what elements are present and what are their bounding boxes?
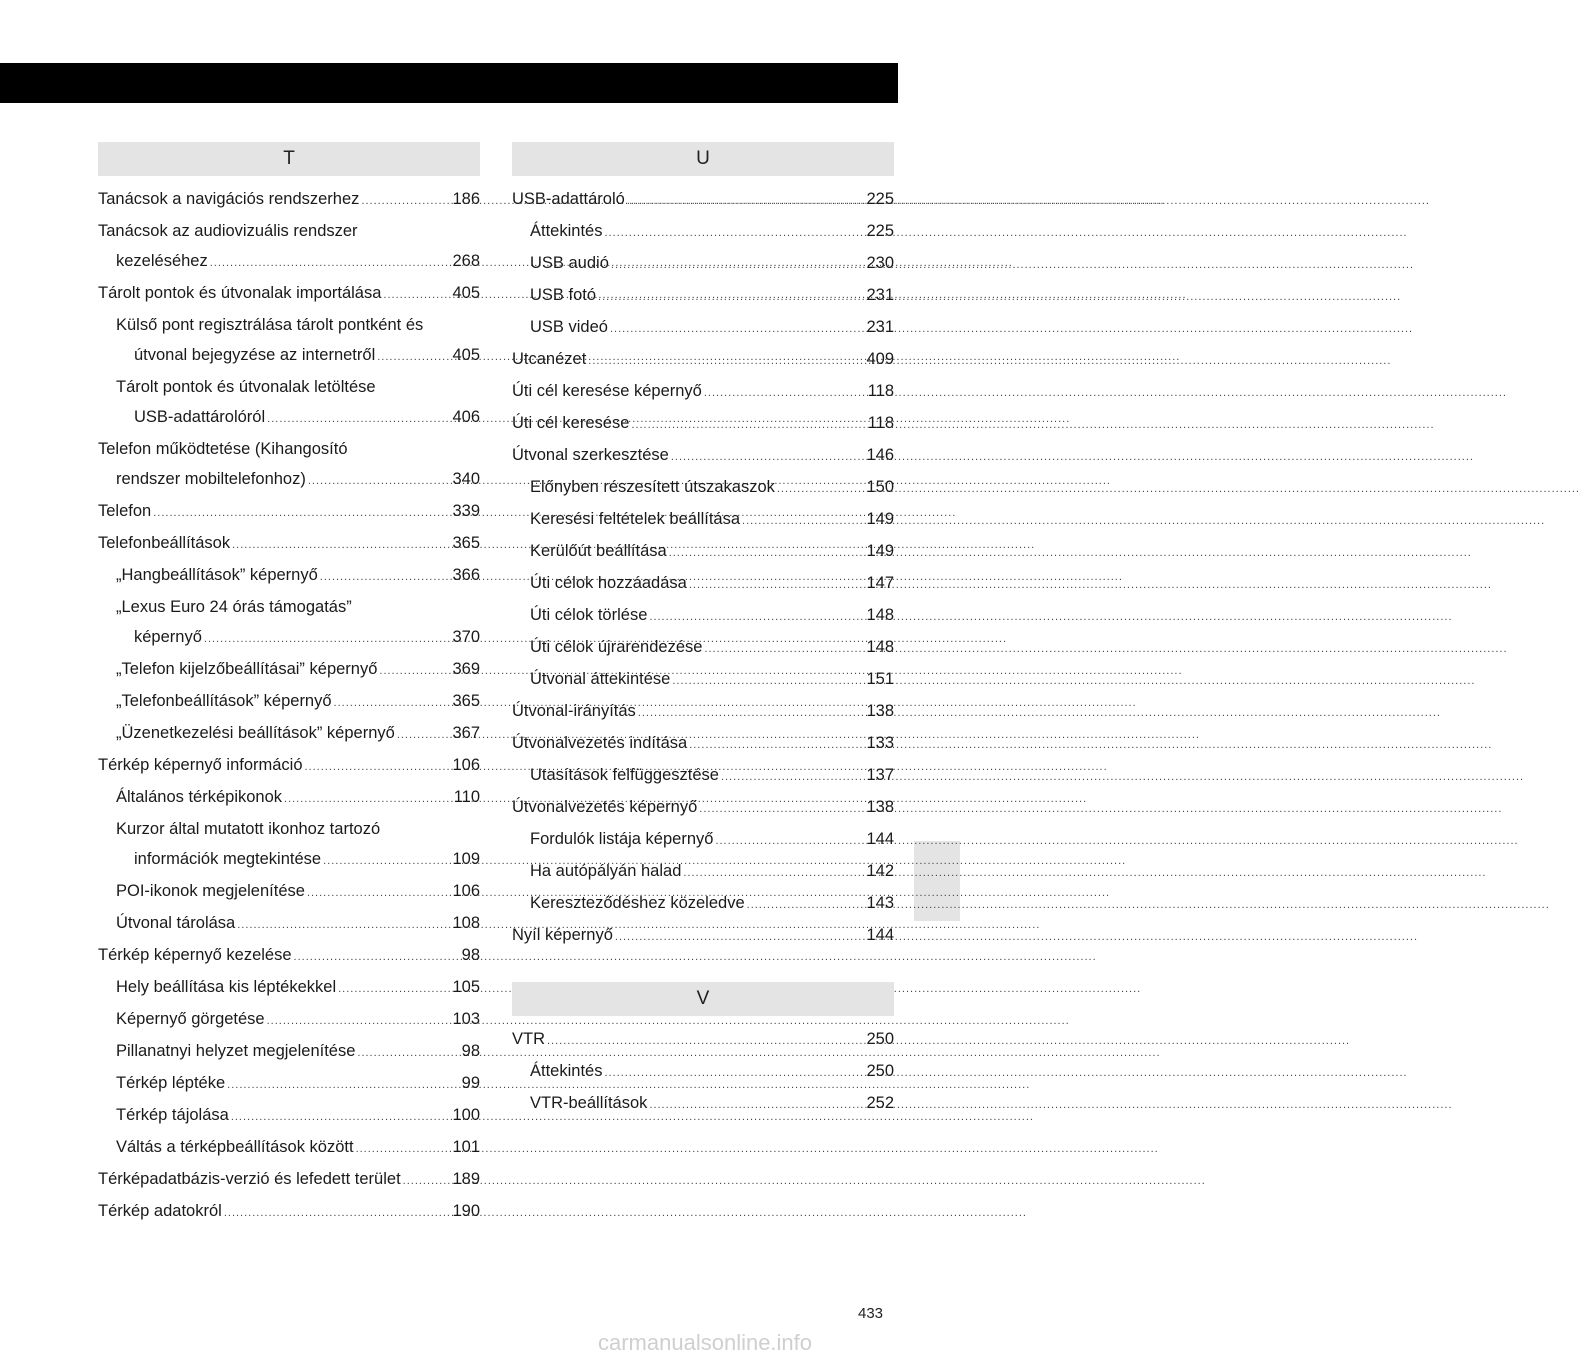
index-subentry bbox=[512, 600, 894, 632]
entry-text: Általános térképikonok bbox=[116, 788, 283, 806]
entry-last-line bbox=[98, 184, 480, 216]
index-entry bbox=[98, 216, 480, 278]
index-column-left bbox=[98, 142, 480, 1228]
dot-leader bbox=[715, 826, 864, 856]
dot-leader bbox=[777, 474, 865, 504]
index-entry bbox=[98, 278, 480, 310]
entry-last-line bbox=[98, 464, 480, 496]
page-reference: 365 bbox=[452, 692, 480, 710]
dot-leader bbox=[403, 1166, 451, 1196]
entry-text: POI-ikonok megjelenítése bbox=[116, 882, 305, 900]
page-number: 433 bbox=[858, 1305, 884, 1322]
dot-leader bbox=[323, 846, 450, 876]
entry-text: Fordulók listája képernyő bbox=[530, 830, 714, 848]
dot-leader bbox=[704, 634, 864, 664]
index-entry bbox=[512, 184, 894, 216]
index-subentry bbox=[98, 654, 480, 686]
entry-last-line bbox=[116, 718, 480, 750]
index-entry bbox=[98, 940, 480, 972]
index-subentry bbox=[98, 908, 480, 940]
entry-text: Térkép képernyő kezelése bbox=[98, 946, 292, 964]
entry-text: Kereszteződéshez közeledve bbox=[530, 894, 745, 912]
section-spacer bbox=[512, 952, 894, 982]
index-entry bbox=[512, 792, 894, 824]
entry-text: VTR bbox=[512, 1030, 545, 1048]
dot-leader bbox=[747, 890, 865, 920]
entry-text: Ha autópályán halad bbox=[530, 862, 682, 880]
entry-text: Tanácsok a navigációs rendszerhez bbox=[98, 190, 360, 208]
page-reference: 406 bbox=[452, 408, 480, 426]
page-reference: 138 bbox=[866, 798, 894, 816]
entry-last-line bbox=[530, 664, 894, 696]
entry-last-line bbox=[116, 1036, 480, 1068]
entry-text: Útvonalvezetés indítása bbox=[512, 734, 688, 752]
dot-leader bbox=[307, 878, 451, 908]
entry-text: Útvonal-irányítás bbox=[512, 702, 636, 720]
page-reference: 250 bbox=[866, 1062, 894, 1080]
entry-text: Útvonal áttekintése bbox=[530, 670, 671, 688]
index-subentry bbox=[98, 686, 480, 718]
index-subentry bbox=[512, 472, 894, 504]
page-reference: 101 bbox=[452, 1138, 480, 1156]
page-reference: 190 bbox=[452, 1202, 480, 1220]
entry-last-line bbox=[116, 1068, 480, 1100]
index-entry bbox=[98, 528, 480, 560]
entry-last-line bbox=[530, 760, 894, 792]
dot-leader bbox=[638, 698, 865, 728]
entry-text: VTR-beállítások bbox=[530, 1094, 648, 1112]
page-reference: 365 bbox=[452, 534, 480, 552]
dot-leader bbox=[611, 250, 865, 280]
index-entry bbox=[512, 440, 894, 472]
page-reference: 231 bbox=[866, 318, 894, 336]
dot-leader bbox=[689, 730, 864, 760]
page-reference: 100 bbox=[452, 1106, 480, 1124]
dot-leader bbox=[284, 784, 452, 814]
entry-last-line bbox=[116, 1100, 480, 1132]
entry-text: Úti célok újrarendezése bbox=[530, 638, 703, 656]
entry-last-line bbox=[530, 280, 894, 312]
entry-last-line bbox=[98, 528, 480, 560]
entry-last-line bbox=[512, 184, 894, 216]
entry-text: USB videó bbox=[530, 318, 608, 336]
page-reference: 250 bbox=[866, 1030, 894, 1048]
page-reference: 370 bbox=[452, 628, 480, 646]
index-subentry bbox=[98, 310, 480, 372]
entry-last-line bbox=[512, 344, 894, 376]
page-reference: 225 bbox=[866, 190, 894, 208]
dot-leader bbox=[153, 498, 450, 528]
entry-text: Váltás a térképbeállítások között bbox=[116, 1138, 354, 1156]
dot-leader bbox=[683, 858, 864, 888]
index-subentry bbox=[512, 312, 894, 344]
entry-text: USB audió bbox=[530, 254, 609, 272]
entry-text: Előnyben részesített útszakaszok bbox=[530, 478, 775, 496]
dot-leader bbox=[383, 280, 450, 310]
entry-last-line bbox=[530, 1088, 894, 1120]
entry-last-line bbox=[530, 536, 894, 568]
entry-last-line bbox=[512, 408, 894, 440]
entry-text: USB-adattároló bbox=[512, 190, 625, 208]
entry-last-line bbox=[116, 1004, 480, 1036]
dot-leader bbox=[361, 186, 450, 216]
dot-leader bbox=[627, 186, 865, 216]
dot-leader bbox=[305, 752, 451, 782]
page-reference: 144 bbox=[866, 926, 894, 944]
index-entry bbox=[512, 696, 894, 728]
dot-leader bbox=[631, 410, 865, 440]
entry-text: Térkép adatokról bbox=[98, 1202, 222, 1220]
index-subentry bbox=[98, 782, 480, 814]
dot-leader bbox=[267, 1006, 451, 1036]
page-reference: 133 bbox=[866, 734, 894, 752]
entry-text: képernyő bbox=[134, 628, 202, 646]
page-reference: 99 bbox=[461, 1074, 480, 1092]
entry-last-line bbox=[512, 1024, 894, 1056]
entry-last-line bbox=[98, 496, 480, 528]
index-entry bbox=[512, 376, 894, 408]
entry-text-line: Tárolt pontok és útvonalak letöltése bbox=[116, 378, 376, 396]
entry-last-line bbox=[116, 686, 480, 718]
index-subentry bbox=[512, 248, 894, 280]
page-reference: 225 bbox=[866, 222, 894, 240]
entry-text: információk megtekintése bbox=[134, 850, 322, 868]
index-entry bbox=[512, 1024, 894, 1056]
entry-last-line bbox=[530, 888, 894, 920]
dot-leader bbox=[742, 506, 864, 536]
page-reference: 106 bbox=[452, 756, 480, 774]
entry-text: Hely beállítása kis léptékekkel bbox=[116, 978, 337, 996]
header-bar bbox=[0, 63, 898, 103]
dot-leader bbox=[588, 346, 864, 376]
page-reference: 230 bbox=[866, 254, 894, 272]
entry-text: Úti cél keresése képernyő bbox=[512, 382, 702, 400]
entry-text: Nyíl képernyő bbox=[512, 926, 613, 944]
dot-leader bbox=[689, 570, 865, 600]
index-entry bbox=[512, 920, 894, 952]
entry-text: Úti cél keresése bbox=[512, 414, 630, 432]
entry-last-line bbox=[512, 920, 894, 952]
index-subentry bbox=[512, 856, 894, 888]
index-subentry bbox=[512, 664, 894, 696]
index-entry bbox=[512, 408, 894, 440]
page-reference: 189 bbox=[452, 1170, 480, 1188]
entry-last-line bbox=[116, 622, 480, 654]
entry-last-line bbox=[116, 402, 480, 434]
entry-last-line bbox=[116, 972, 480, 1004]
entry-last-line bbox=[116, 844, 480, 876]
entry-text: Térképadatbázis-verzió és lefedett terület bbox=[98, 1170, 401, 1188]
index-subentry bbox=[512, 536, 894, 568]
page-reference: 144 bbox=[866, 830, 894, 848]
entry-text: USB fotó bbox=[530, 286, 597, 304]
page-reference: 149 bbox=[866, 510, 894, 528]
dot-leader bbox=[210, 248, 451, 278]
entry-text: Pillanatnyi helyzet megjelenítése bbox=[116, 1042, 356, 1060]
entry-text: Telefonbeállítások bbox=[98, 534, 231, 552]
index-entry bbox=[98, 1164, 480, 1196]
index-entry bbox=[98, 434, 480, 496]
dot-leader bbox=[669, 538, 865, 568]
page-reference: 137 bbox=[866, 766, 894, 784]
page-reference: 231 bbox=[866, 286, 894, 304]
index-subentry bbox=[512, 568, 894, 600]
index-entry bbox=[98, 184, 480, 216]
entry-last-line bbox=[530, 312, 894, 344]
index-column-right bbox=[512, 142, 894, 1120]
entry-text: Térkép léptéke bbox=[116, 1074, 226, 1092]
page-reference: 339 bbox=[452, 502, 480, 520]
index-subentry bbox=[98, 876, 480, 908]
dot-leader bbox=[357, 1038, 459, 1068]
entry-text: Térkép tájolása bbox=[116, 1106, 229, 1124]
entry-last-line bbox=[116, 560, 480, 592]
entry-last-line bbox=[512, 792, 894, 824]
dot-leader bbox=[308, 466, 451, 496]
index-subentry bbox=[512, 1088, 894, 1120]
dot-leader bbox=[610, 314, 865, 344]
entry-text: Útvonal tárolása bbox=[116, 914, 236, 932]
index-subentry bbox=[98, 1132, 480, 1164]
page-reference: 340 bbox=[452, 470, 480, 488]
dot-leader bbox=[237, 910, 450, 940]
page-reference: 366 bbox=[452, 566, 480, 584]
dot-leader bbox=[598, 282, 864, 312]
entry-text: Utasítások felfüggesztése bbox=[530, 766, 719, 784]
entry-last-line bbox=[530, 568, 894, 600]
page-reference: 149 bbox=[866, 542, 894, 560]
index-subentry bbox=[98, 1004, 480, 1036]
entry-text: Áttekintés bbox=[530, 1062, 603, 1080]
page-reference: 108 bbox=[452, 914, 480, 932]
index-entry bbox=[512, 728, 894, 760]
dot-leader bbox=[338, 974, 450, 1004]
page-reference: 268 bbox=[452, 252, 480, 270]
page-reference: 105 bbox=[452, 978, 480, 996]
entry-text: kezeléséhez bbox=[116, 252, 208, 270]
page-reference: 110 bbox=[453, 788, 480, 806]
page-reference: 103 bbox=[452, 1010, 480, 1028]
dot-leader bbox=[294, 942, 460, 972]
entry-last-line bbox=[116, 876, 480, 908]
dot-leader bbox=[231, 1102, 451, 1132]
dot-leader bbox=[649, 1090, 864, 1120]
entry-last-line bbox=[116, 1132, 480, 1164]
page-reference: 106 bbox=[452, 882, 480, 900]
page-reference: 405 bbox=[452, 346, 480, 364]
entry-text: Képernyő görgetése bbox=[116, 1010, 265, 1028]
watermark: carmanualsonline.info bbox=[598, 1330, 813, 1355]
entry-last-line bbox=[98, 1164, 480, 1196]
index-subentry bbox=[98, 592, 480, 654]
entry-last-line bbox=[98, 750, 480, 782]
dot-leader bbox=[704, 378, 866, 408]
entry-last-line bbox=[512, 728, 894, 760]
page-reference: 150 bbox=[866, 478, 894, 496]
dot-leader bbox=[397, 720, 451, 750]
section-letter-header: V bbox=[512, 982, 894, 1016]
dot-leader bbox=[379, 656, 450, 686]
dot-leader bbox=[356, 1134, 451, 1164]
dot-leader bbox=[232, 530, 450, 560]
index-subentry bbox=[512, 504, 894, 536]
entry-last-line bbox=[512, 440, 894, 472]
entry-text: „Telefon kijelzőbeállításai” képernyő bbox=[116, 660, 378, 678]
dot-leader bbox=[547, 1026, 864, 1056]
entry-last-line bbox=[530, 856, 894, 888]
index-subentry bbox=[512, 824, 894, 856]
dot-leader bbox=[672, 666, 864, 696]
page-reference: 367 bbox=[452, 724, 480, 742]
entry-last-line bbox=[98, 1196, 480, 1228]
entry-text-line: Külső pont regisztrálása tárolt pontként és bbox=[116, 316, 424, 334]
dot-leader bbox=[320, 562, 451, 592]
section-letter-header: U bbox=[512, 142, 894, 176]
index-subentry bbox=[512, 888, 894, 920]
entry-last-line bbox=[512, 376, 894, 408]
entry-last-line bbox=[530, 216, 894, 248]
entry-text-line: Kurzor által mutatott ikonhoz tartozó bbox=[116, 820, 381, 838]
page-reference: 118 bbox=[867, 382, 894, 400]
index-subentry bbox=[98, 972, 480, 1004]
entry-last-line bbox=[116, 340, 480, 372]
entry-last-line bbox=[116, 908, 480, 940]
index-subentry bbox=[98, 560, 480, 592]
index-subentry bbox=[98, 372, 480, 434]
entry-last-line bbox=[530, 1056, 894, 1088]
index-subentry bbox=[98, 814, 480, 876]
index-subentry bbox=[512, 632, 894, 664]
entry-last-line bbox=[98, 278, 480, 310]
entry-text: útvonal bejegyzése az internetről bbox=[134, 346, 376, 364]
index-subentry bbox=[98, 1100, 480, 1132]
page-reference: 148 bbox=[866, 638, 894, 656]
entry-text: Keresési feltételek beállítása bbox=[530, 510, 741, 528]
entry-text: Útvonalvezetés képernyő bbox=[512, 798, 698, 816]
dot-leader bbox=[224, 1198, 451, 1228]
entry-last-line bbox=[98, 246, 480, 278]
dot-leader bbox=[604, 1058, 864, 1088]
entry-text: Úti célok hozzáadása bbox=[530, 574, 687, 592]
index-subentry bbox=[512, 1056, 894, 1088]
entry-text-line: Telefon működtetése (Kihangosító bbox=[98, 440, 348, 458]
index-subentry bbox=[98, 718, 480, 750]
page-reference: 252 bbox=[866, 1094, 894, 1112]
entry-last-line bbox=[512, 696, 894, 728]
entry-text: „Hangbeállítások” képernyő bbox=[116, 566, 318, 584]
page-reference: 138 bbox=[866, 702, 894, 720]
index-subentry bbox=[98, 1068, 480, 1100]
page-reference: 98 bbox=[461, 946, 480, 964]
index-subentry bbox=[98, 1036, 480, 1068]
page-reference: 98 bbox=[461, 1042, 480, 1060]
index-entry bbox=[512, 344, 894, 376]
dot-leader bbox=[227, 1070, 459, 1100]
entry-last-line bbox=[530, 632, 894, 664]
entry-text: USB-adattárolóról bbox=[134, 408, 266, 426]
dot-leader bbox=[671, 442, 865, 472]
entry-text: Térkép képernyő információ bbox=[98, 756, 303, 774]
entry-text: Útvonal szerkesztése bbox=[512, 446, 669, 464]
page-reference: 151 bbox=[866, 670, 894, 688]
page-reference: 147 bbox=[866, 574, 894, 592]
dot-leader bbox=[615, 922, 865, 952]
entry-text: Úti célok törlése bbox=[530, 606, 648, 624]
entry-text: „Telefonbeállítások” képernyő bbox=[116, 692, 332, 710]
dot-leader bbox=[267, 404, 450, 434]
page-reference: 109 bbox=[452, 850, 480, 868]
entry-text: Kerülőút beállítása bbox=[530, 542, 667, 560]
section-letter-header: T bbox=[98, 142, 480, 176]
dot-leader bbox=[649, 602, 864, 632]
entry-text: „Üzenetkezelési beállítások” képernyő bbox=[116, 724, 395, 742]
page-reference: 118 bbox=[867, 414, 894, 432]
page-reference: 143 bbox=[866, 894, 894, 912]
page-reference: 186 bbox=[452, 190, 480, 208]
entry-last-line bbox=[530, 248, 894, 280]
entry-last-line bbox=[116, 782, 480, 814]
entry-text-line: „Lexus Euro 24 órás támogatás” bbox=[116, 598, 352, 616]
page-reference: 405 bbox=[452, 284, 480, 302]
entry-text: Áttekintés bbox=[530, 222, 603, 240]
dot-leader bbox=[721, 762, 865, 792]
page-reference: 146 bbox=[866, 446, 894, 464]
entry-text: Utcanézet bbox=[512, 350, 587, 368]
index-entry bbox=[98, 1196, 480, 1228]
entry-last-line bbox=[530, 504, 894, 536]
dot-leader bbox=[334, 688, 451, 718]
entry-text-line: Tanácsok az audiovizuális rendszer bbox=[98, 222, 358, 240]
entry-text: Telefon bbox=[98, 502, 152, 520]
index-entry bbox=[98, 496, 480, 528]
dot-leader bbox=[377, 342, 450, 372]
page-reference: 369 bbox=[452, 660, 480, 678]
index-subentry bbox=[512, 280, 894, 312]
entry-text: Tárolt pontok és útvonalak importálása bbox=[98, 284, 382, 302]
index-subentry bbox=[512, 760, 894, 792]
entry-text: rendszer mobiltelefonhoz) bbox=[116, 470, 306, 488]
dot-leader bbox=[699, 794, 864, 824]
index-entry bbox=[98, 750, 480, 782]
page-reference: 142 bbox=[866, 862, 894, 880]
entry-last-line bbox=[530, 824, 894, 856]
entry-last-line bbox=[116, 654, 480, 686]
dot-leader bbox=[204, 624, 451, 654]
page-reference: 148 bbox=[866, 606, 894, 624]
entry-last-line bbox=[530, 600, 894, 632]
entry-last-line bbox=[98, 940, 480, 972]
entry-last-line bbox=[530, 472, 894, 504]
dot-leader bbox=[604, 218, 864, 248]
page-reference: 409 bbox=[866, 350, 894, 368]
index-subentry bbox=[512, 216, 894, 248]
